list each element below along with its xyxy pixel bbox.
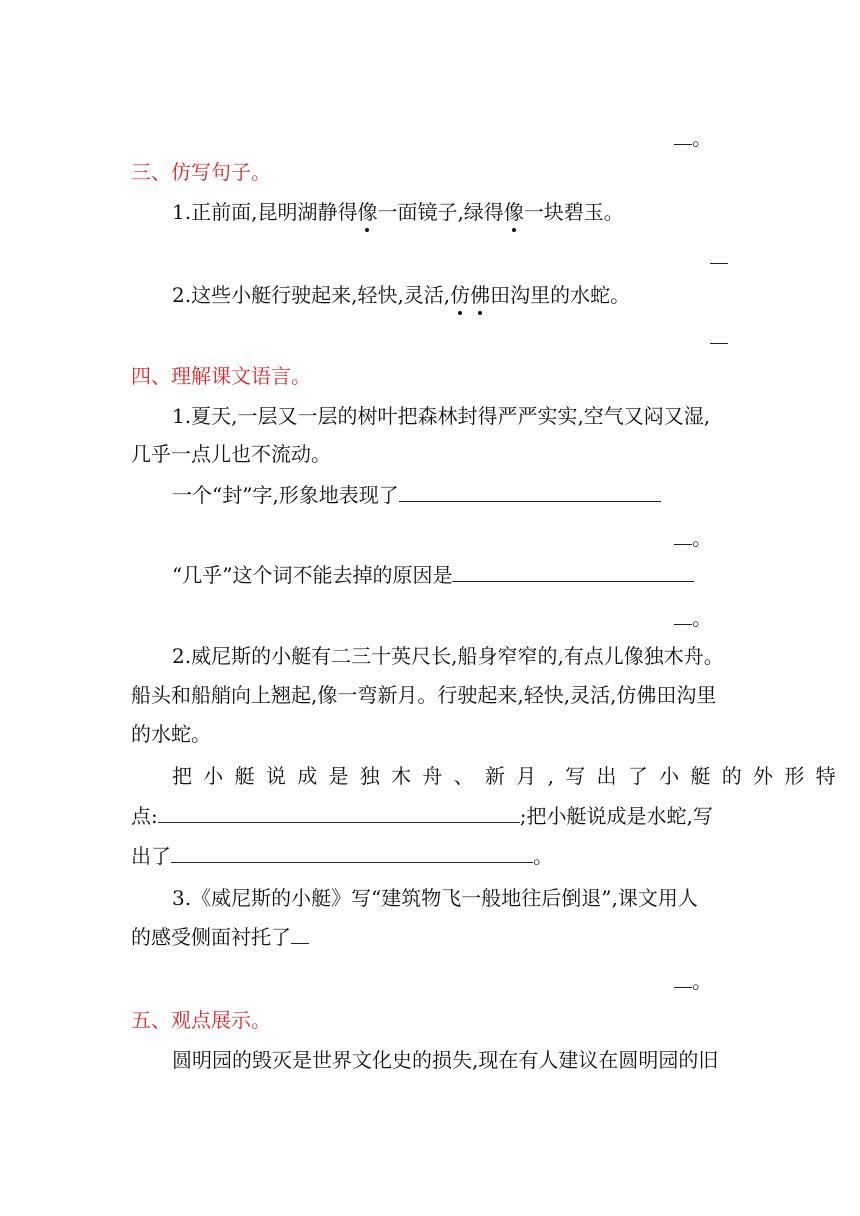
answer-blank-end[interactable]: 。 (674, 967, 712, 995)
answer-blank[interactable] (710, 327, 728, 344)
question-4-1-line2: 几乎一点儿也不流动。 (131, 442, 331, 466)
question-4-3-line2: 的感受侧面衬托了 (131, 923, 309, 951)
section-4-heading: 四、理解课文语言。 (131, 364, 311, 388)
question-4-3-line1: 3.《威尼斯的小艇》写“建筑物飞一般地往后倒退”,课文用人 (172, 886, 698, 910)
emphasis-dot-char: 佛 (470, 283, 491, 307)
answer-blank-end[interactable]: 。 (674, 604, 712, 632)
answer-blank[interactable] (674, 971, 692, 988)
emphasis-dot-char: 仿 (450, 283, 471, 307)
answer-blank[interactable] (674, 608, 692, 625)
answer-blank[interactable] (291, 927, 309, 944)
answer-blank-end[interactable]: 。 (674, 524, 712, 552)
question-4-1-sub2: “几乎”这个词不能去掉的原因是 (172, 561, 694, 589)
emphasis-dot-char: 像 (357, 200, 378, 224)
answer-blank[interactable] (710, 247, 728, 264)
question-4-2-line1: 2.威尼斯的小艇有二三十英尺长,船身窄窄的,有点儿像独木舟。 (172, 644, 724, 668)
answer-blank-3-1[interactable] (710, 243, 728, 271)
question-4-1-line1: 1.夏天,一层又一层的树叶把森林封得严严实实,空气又闷又湿, (172, 404, 711, 428)
question-4-2-line2: 船头和船艄向上翘起,像一弯新月。行驶起来,轻快,灵活,仿佛田沟里 (131, 683, 717, 707)
answer-blank-3-2[interactable] (710, 323, 728, 351)
answer-blank[interactable] (171, 842, 533, 863)
section-5-line1: 圆明园的毁灭是世界文化史的损失,现在有人建议在圆明园的旧 (172, 1048, 719, 1072)
section-5-heading: 五、观点展示。 (131, 1008, 271, 1032)
question-4-2-sub3: 出了 。 (131, 844, 553, 868)
emphasis-dot-char: 像 (503, 200, 524, 224)
question-4-2-sub2: 点: ;把小艇说成是水蛇,写 (131, 804, 713, 828)
answer-blank[interactable] (674, 528, 692, 545)
question-4-1-sub1: 一个“封”字,形象地表现了 (172, 481, 661, 509)
answer-blank[interactable] (399, 481, 661, 502)
question-4-2-sub1: 把小艇说成是独木舟、新月,写出了小艇的外形特 (172, 764, 847, 788)
question-3-1: 1.正前面,昆明湖静得像一面镜子,绿得像一块碧玉。 (172, 200, 624, 224)
answer-blank[interactable] (674, 128, 692, 145)
answer-blank[interactable] (452, 561, 694, 582)
question-4-2-line3: 的水蛇。 (131, 722, 211, 746)
question-3-2: 2.这些小艇行驶起来,轻快,灵活,仿佛田沟里的水蛇。 (172, 283, 631, 307)
answer-blank[interactable] (158, 802, 520, 823)
section-3-heading: 三、仿写句子。 (131, 160, 271, 184)
answer-blank-end[interactable]: 。 (674, 124, 712, 152)
